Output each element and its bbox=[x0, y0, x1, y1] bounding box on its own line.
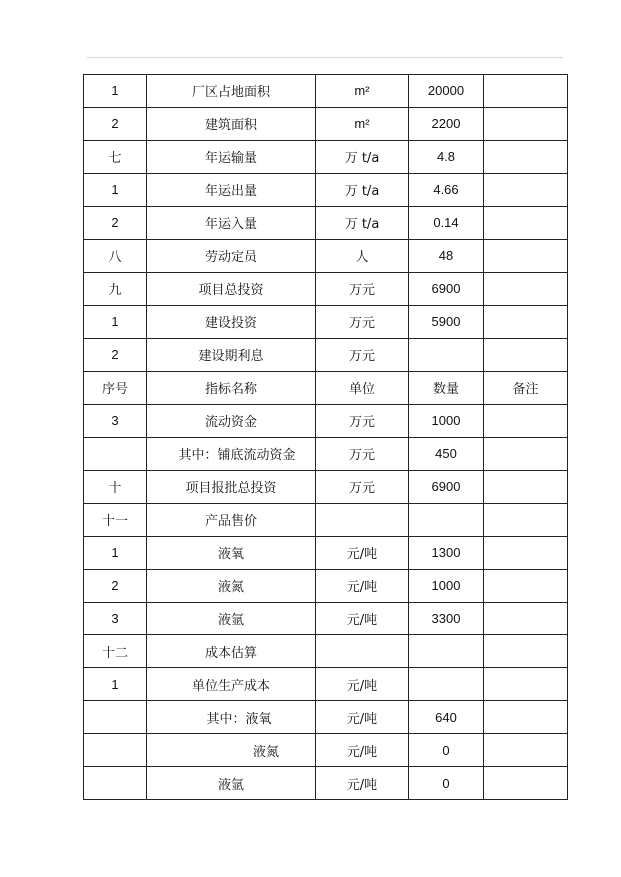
table-row bbox=[84, 701, 568, 734]
cell-unit: 元/吨 bbox=[316, 602, 409, 635]
cell-unit: 万元 bbox=[316, 338, 409, 371]
cell-name-text: 液氮 bbox=[252, 744, 279, 760]
cell-unit: 元/吨 bbox=[316, 668, 409, 701]
cell-name: 成本估算 bbox=[147, 635, 316, 668]
cell-unit: 万元 bbox=[316, 470, 409, 503]
header-unit: 单位 bbox=[316, 371, 409, 404]
cell-note bbox=[484, 404, 568, 437]
cell-note bbox=[484, 75, 568, 108]
table-row bbox=[84, 767, 568, 800]
cell-unit: 元/吨 bbox=[316, 536, 409, 569]
cell-no: 八 bbox=[84, 239, 147, 272]
indicator-table bbox=[83, 74, 568, 800]
cell-no: 十二 bbox=[84, 635, 147, 668]
table-row bbox=[84, 338, 568, 371]
cell-name bbox=[147, 437, 316, 470]
table-row bbox=[84, 305, 568, 338]
cell-no: 1 bbox=[84, 305, 147, 338]
cell-unit: 人 bbox=[316, 239, 409, 272]
table-row bbox=[84, 239, 568, 272]
cell-note bbox=[484, 635, 568, 668]
cell-qty: 0 bbox=[409, 734, 484, 767]
header-name: 指标名称 bbox=[147, 371, 316, 404]
table-row bbox=[84, 404, 568, 437]
cell-note bbox=[484, 767, 568, 800]
cell-unit bbox=[316, 503, 409, 536]
cell-note bbox=[484, 668, 568, 701]
cell-no: 九 bbox=[84, 272, 147, 305]
cell-name: 项目报批总投资 bbox=[147, 470, 316, 503]
table-row bbox=[84, 173, 568, 206]
cell-no: 1 bbox=[84, 668, 147, 701]
cell-no: 2 bbox=[84, 107, 147, 140]
cell-no: 1 bbox=[84, 173, 147, 206]
cell-name: 液氩 bbox=[147, 602, 316, 635]
cell-note bbox=[484, 734, 568, 767]
table-row bbox=[84, 470, 568, 503]
cell-no bbox=[84, 767, 147, 800]
cell-name: 建筑面积 bbox=[147, 107, 316, 140]
cell-note bbox=[484, 470, 568, 503]
cell-note bbox=[484, 701, 568, 734]
cell-no bbox=[84, 734, 147, 767]
cell-qty: 4.8 bbox=[409, 140, 484, 173]
cell-unit: 万 t/a bbox=[316, 206, 409, 239]
table-row bbox=[84, 536, 568, 569]
table-row bbox=[84, 503, 568, 536]
cell-qty bbox=[409, 338, 484, 371]
cell-no: 1 bbox=[84, 536, 147, 569]
cell-note bbox=[484, 173, 568, 206]
cell-name: 产品售价 bbox=[147, 503, 316, 536]
cell-qty: 640 bbox=[409, 701, 484, 734]
cell-name-text: 其中：液氧 bbox=[206, 711, 272, 727]
cell-no bbox=[84, 701, 147, 734]
cell-name: 液氩 bbox=[147, 767, 316, 800]
cell-note bbox=[484, 536, 568, 569]
cell-name: 厂区占地面积 bbox=[147, 75, 316, 108]
cell-name: 建设投资 bbox=[147, 305, 316, 338]
table-header-row bbox=[84, 371, 568, 404]
table-row bbox=[84, 206, 568, 239]
cell-no: 3 bbox=[84, 404, 147, 437]
cell-qty bbox=[409, 635, 484, 668]
cell-no: 3 bbox=[84, 602, 147, 635]
cell-note bbox=[484, 503, 568, 536]
cell-unit: 元/吨 bbox=[316, 767, 409, 800]
cell-unit: 万 t/a bbox=[316, 173, 409, 206]
cell-qty: 0.14 bbox=[409, 206, 484, 239]
cell-no: 2 bbox=[84, 206, 147, 239]
cell-name bbox=[147, 701, 316, 734]
cell-qty: 1300 bbox=[409, 536, 484, 569]
cell-no bbox=[84, 437, 147, 470]
table-row bbox=[84, 602, 568, 635]
table-row bbox=[84, 140, 568, 173]
cell-name: 年运入量 bbox=[147, 206, 316, 239]
cell-unit: 万元 bbox=[316, 272, 409, 305]
cell-qty: 2200 bbox=[409, 107, 484, 140]
cell-qty bbox=[409, 503, 484, 536]
cell-name: 液氮 bbox=[147, 569, 316, 602]
table-row bbox=[84, 75, 568, 108]
cell-qty: 20000 bbox=[409, 75, 484, 108]
cell-note bbox=[484, 338, 568, 371]
cell-unit: 万元 bbox=[316, 305, 409, 338]
cell-name: 单位生产成本 bbox=[147, 668, 316, 701]
cell-qty bbox=[409, 668, 484, 701]
cell-unit bbox=[316, 635, 409, 668]
table-row bbox=[84, 668, 568, 701]
cell-qty: 1000 bbox=[409, 569, 484, 602]
cell-name: 流动资金 bbox=[147, 404, 316, 437]
cell-unit: 元/吨 bbox=[316, 701, 409, 734]
cell-qty: 6900 bbox=[409, 470, 484, 503]
cell-no: 十一 bbox=[84, 503, 147, 536]
cell-note bbox=[484, 305, 568, 338]
cell-note bbox=[484, 602, 568, 635]
table-row bbox=[84, 635, 568, 668]
cell-qty: 5900 bbox=[409, 305, 484, 338]
cell-unit: m² bbox=[316, 75, 409, 108]
cell-note bbox=[484, 206, 568, 239]
cell-unit: 万元 bbox=[316, 404, 409, 437]
cell-note bbox=[484, 239, 568, 272]
cell-qty: 6900 bbox=[409, 272, 484, 305]
cell-qty: 0 bbox=[409, 767, 484, 800]
table-row bbox=[84, 569, 568, 602]
cell-no: 2 bbox=[84, 569, 147, 602]
cell-name-text: 其中：铺底流动资金 bbox=[178, 448, 296, 464]
cell-unit: 万 t/a bbox=[316, 140, 409, 173]
cell-name bbox=[147, 734, 316, 767]
cell-note bbox=[484, 272, 568, 305]
header-no: 序号 bbox=[84, 371, 147, 404]
cell-name: 建设期利息 bbox=[147, 338, 316, 371]
header-qty: 数量 bbox=[409, 371, 484, 404]
cell-qty: 4.66 bbox=[409, 173, 484, 206]
cell-note bbox=[484, 437, 568, 470]
cell-name: 液氧 bbox=[147, 536, 316, 569]
cell-unit: 万元 bbox=[316, 437, 409, 470]
table-row bbox=[84, 734, 568, 767]
cell-note bbox=[484, 569, 568, 602]
cell-no: 十 bbox=[84, 470, 147, 503]
cell-name: 项目总投资 bbox=[147, 272, 316, 305]
cell-qty: 450 bbox=[409, 437, 484, 470]
cell-unit: 元/吨 bbox=[316, 734, 409, 767]
cell-note bbox=[484, 107, 568, 140]
cell-qty: 48 bbox=[409, 239, 484, 272]
page-header-rule bbox=[87, 57, 563, 58]
table-row bbox=[84, 437, 568, 470]
cell-no: 七 bbox=[84, 140, 147, 173]
cell-name: 劳动定员 bbox=[147, 239, 316, 272]
cell-note bbox=[484, 140, 568, 173]
cell-qty: 3300 bbox=[409, 602, 484, 635]
cell-name: 年运输量 bbox=[147, 140, 316, 173]
cell-unit: m² bbox=[316, 107, 409, 140]
cell-qty: 1000 bbox=[409, 404, 484, 437]
cell-name: 年运出量 bbox=[147, 173, 316, 206]
table-row bbox=[84, 272, 568, 305]
cell-no: 2 bbox=[84, 338, 147, 371]
table-row bbox=[84, 107, 568, 140]
cell-no: 1 bbox=[84, 75, 147, 108]
header-note: 备注 bbox=[484, 371, 568, 404]
cell-unit: 元/吨 bbox=[316, 569, 409, 602]
